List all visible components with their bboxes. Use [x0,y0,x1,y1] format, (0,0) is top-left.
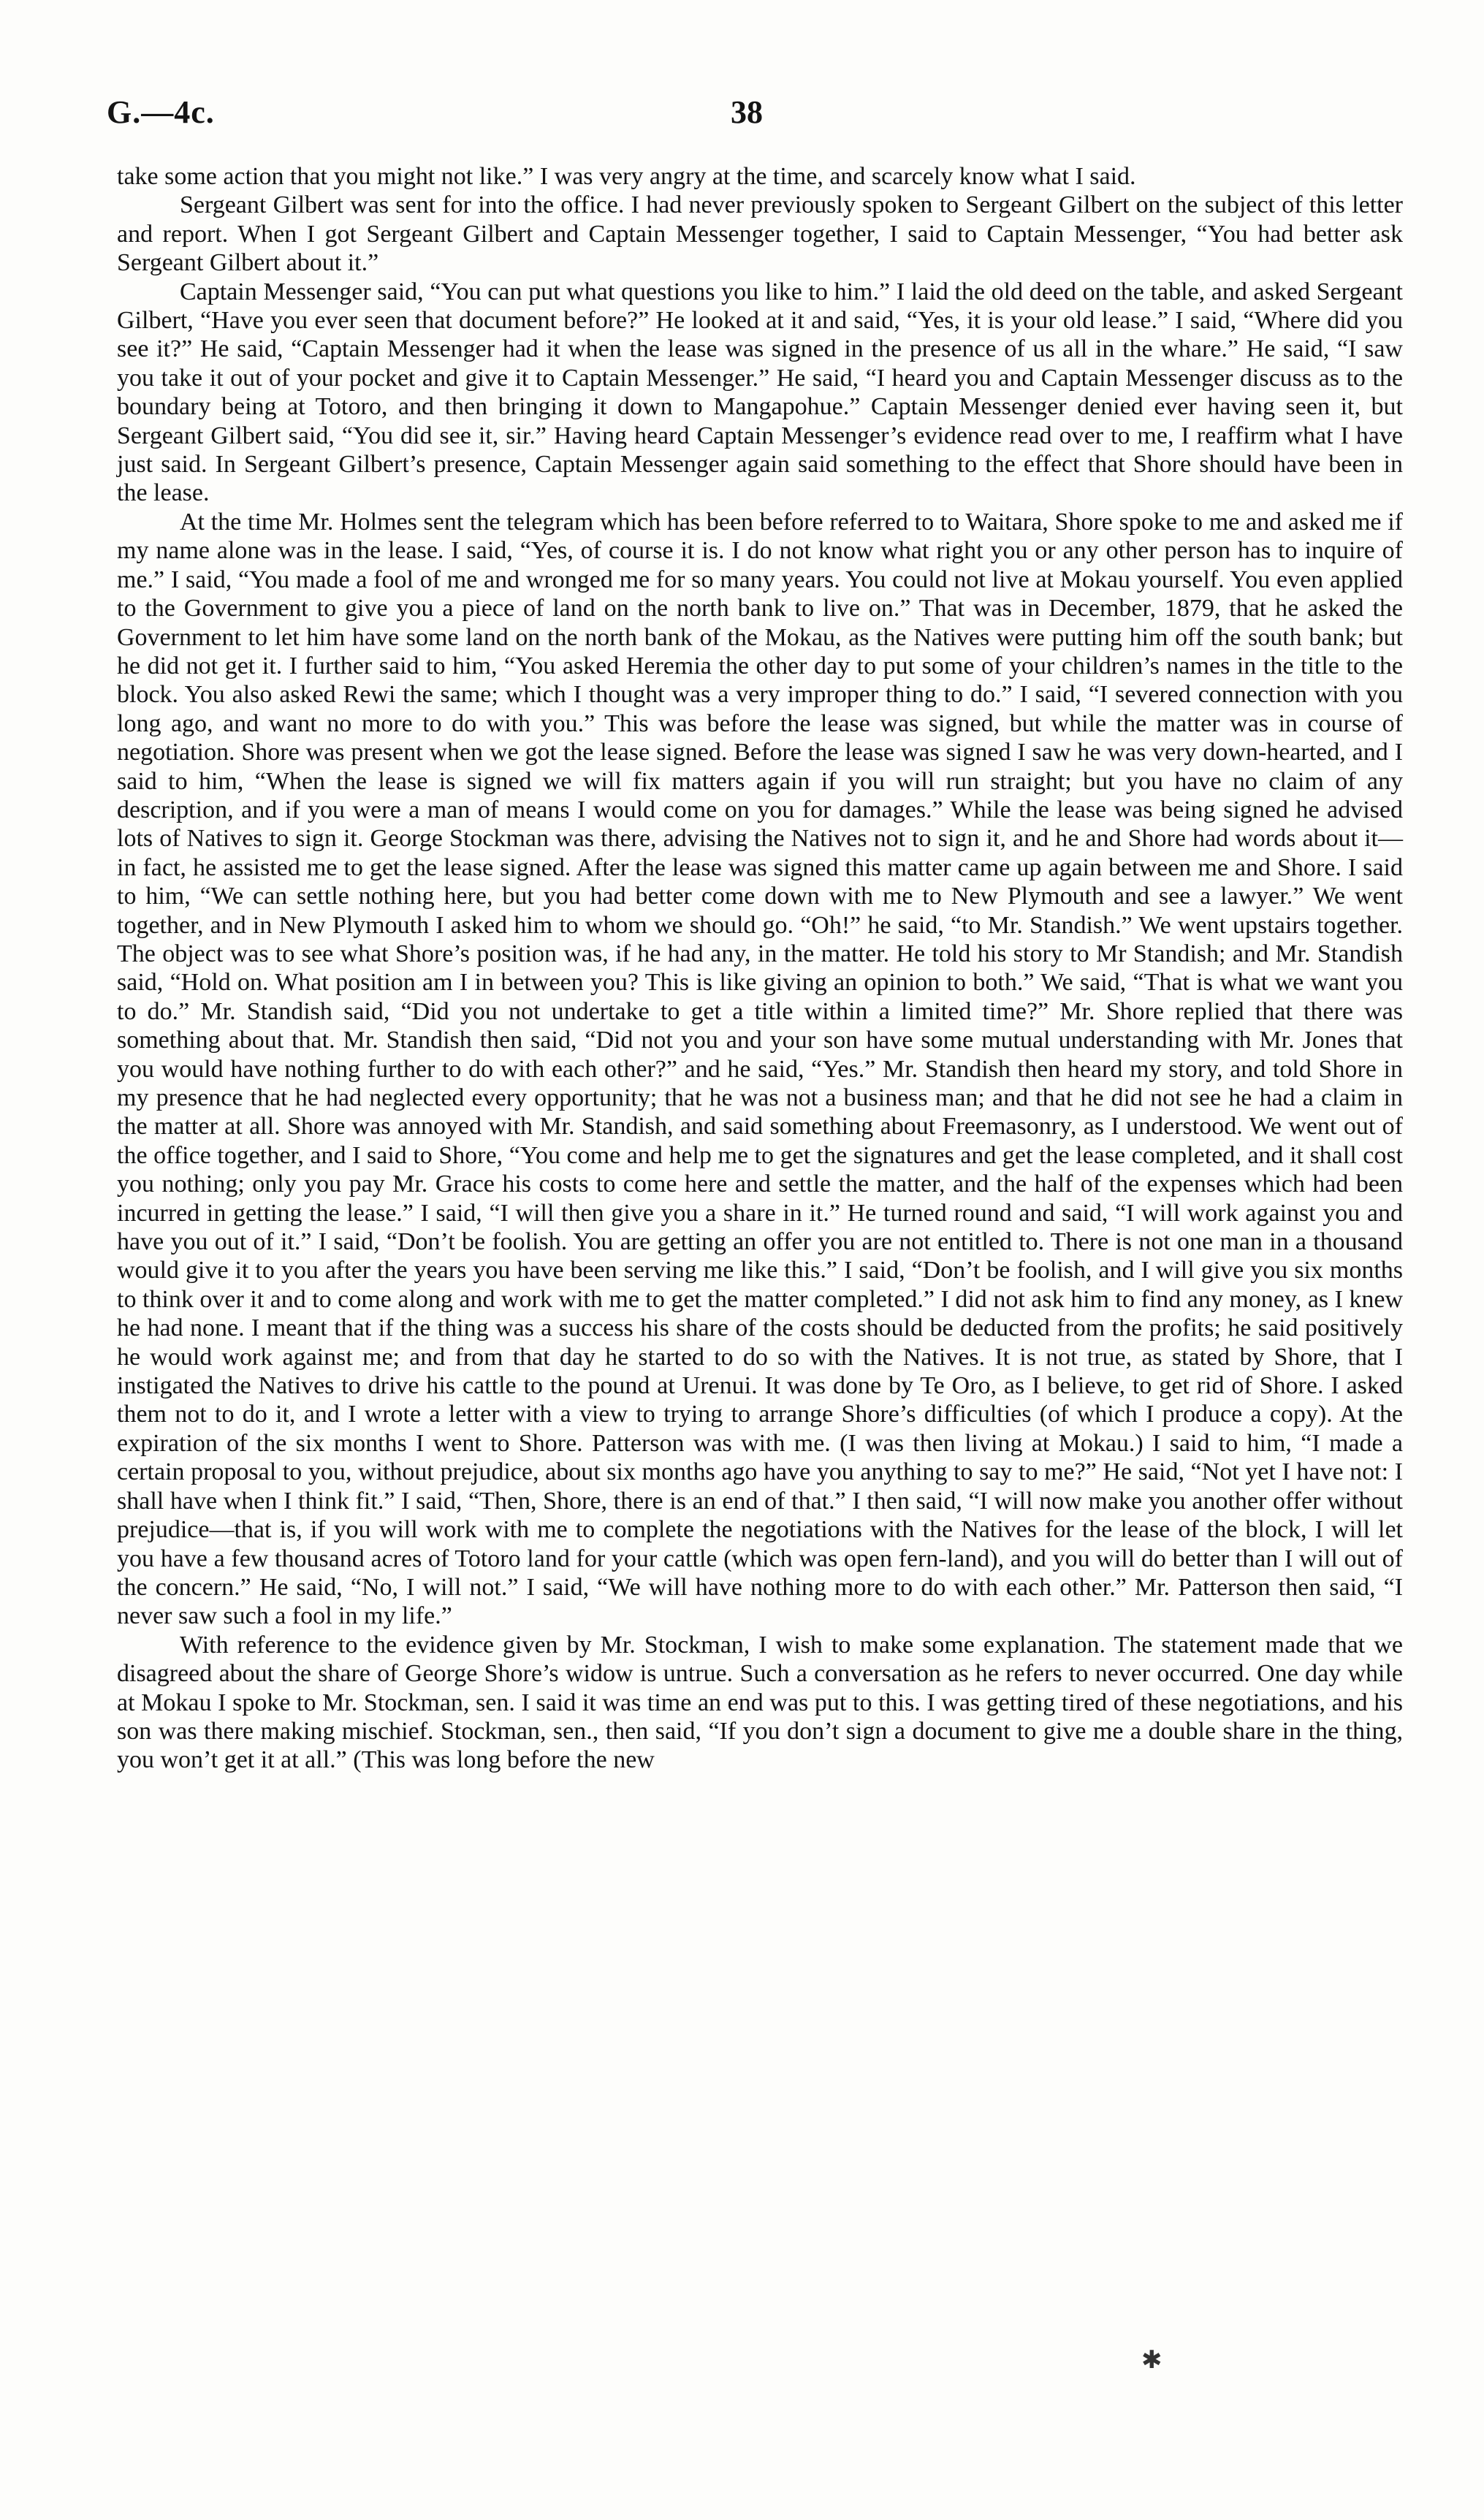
document-code: G.—4c. [107,94,215,130]
page-header [0,94,1484,137]
printer-ornament-icon: ✱ [1141,2347,1163,2374]
paragraph-5: With reference to the evidence given by Mr. Stockman, I wish to make some explanation. The statement made that we disagreed about the share of George Shore’s widow is untrue. Such a conversation as he refers to never occurred. One day while at Mokau I spoke to Mr. Stockman, sen. I said it was time an end was put to this. I was getting tired of these negotiations, and his son was there making mischief. Stockman, sen., then said, “If you don’t sign a document to give me a double share in the thing, you won’t get it at all.” (This was long before the new [117,1631,1403,1774]
page-number: 38 [731,94,763,130]
paragraph-4: At the time Mr. Holmes sent the telegram which has been before referred to to Waitara, Shore spoke to me and asked me if my name alone was in the lease. I said, “Yes, of course it is. I do not know what right you or any other person has to inquire of me.” I said, “You made a fool of me and wronged me for so many years. You could not live at Mokau yourself. You even applied to the Government to give you a piece of land on the north bank to live on.” That was in December, 1879, that he asked the Government to let him have some land on the north bank of the Mokau, as the Natives were putting him off the south bank; but he did not get it. I further said to him, “You asked Heremia the other day to put some of your children’s names in the title to the block. You also asked Rewi the same; which I thought was a very improper thing to do.” I said, “I severed connection with you long ago, and want no more to do with you.” This was before the lease was signed, but while the matter was in course of negotiation. Shore was present when we got the lease signed. Before the lease was signed I saw he was very down-hearted, and I said to him, “When the lease is signed we will fix matters again if you will run straight; but you have no claim of any description, and if you were a man of means I would come on you for damages.” While the lease was being signed he advised lots of Natives to sign it. George Stockman was there, advising the Natives not to sign it, and he and Shore had words about it—in fact, he assisted me to get the lease signed. After the lease was signed this matter came up again between me and Shore. I said to him, “We can settle nothing here, but you had better come down with me to New Plymouth and see a lawyer.” We went together, and in New Plymouth I asked him to whom we should go. “Oh!” he said, “to Mr. Standish.” We went upstairs together. The object was to see what Shore’s position was, if he had any, in the matter. He told his story to Mr Standish; and Mr. Standish said, “Hold on. What position am I in between you? This is like giving an opinion to both.” We said, “That is what we want you to do.” Mr. Standish said, “Did you not undertake to get a title within a limited time?” Mr. Shore replied that there was something about that. Mr. Standish then said, “Did not you and your son have some mutual understanding with Mr. Jones that you would have nothing further to do with each other?” and he said, “Yes.” Mr. Standish then heard my story, and told Shore in my presence that he had neglected every opportunity; that he was not a business man; and that he did not see he had a claim in the matter at all. Shore was annoyed with Mr. Standish, and said something about Freemasonry, as I understood. We went out of the office together, and I said to Shore, “You come and help me to get the signatures and get the lease completed, and it shall cost you nothing; only you pay Mr. Grace his costs to come here and settle the matter, and the half of the expenses which had been incurred in getting the lease.” I said, “I will then give you a share in it.” He turned round and said, “I will work against you and have you out of it.” I said, “Don’t be foolish. You are getting an offer you are not entitled to. There is not one man in a thousand would give it to you after the years you have been serving me like this.” I said, “Don’t be foolish, and I will give you six months to think over it and to come along and work with me to get the matter completed.” I did not ask him to find any money, as I knew he had none. I meant that if the thing was a success his share of the costs should be deducted from the profits; he said positively he would work against me; and from that day he started to do so with the Natives. It is not true, as stated by Shore, that I instigated the Natives to drive his cattle to the pound at Urenui. It was done by Te Oro, as I believe, to get rid of Shore. I asked them not to do it, and I wrote a letter with a view to trying to arrange Shore’s difficulties (of which I produce a copy). At the expiration of the six months I went to Shore. Patterson was with me. (I was then living at Mokau.) I said to him, “I made a certain proposal to you, without prejudice, about six months ago have you anything to say to me?” He said, “Not yet I have not: I shall have when I think fit.” I said, “Then, Shore, there is an end of that.” I then said, “I will now make you another offer without prejudice—that is, if you will work with me to complete the negotiations with the Natives for the lease of the block, I will let you have a few thousand acres of Totoro land for your cattle (which was open fern-land), and you will do better than I will out of the concern.” He said, “No, I will not.” I said, “We will have nothing more to do with each other.” Mr. Patterson then said, “I never saw such a fool in my life.” [117,508,1403,1630]
paragraph-1: take some action that you might not like.” I was very angry at the time, and scarcely know what I said. [117,163,1136,190]
paragraph-2: Sergeant Gilbert was sent for into the office. I had never previously spoken to Sergeant Gilbert on the subject of this letter and report. When I got Sergeant Gilbert and Captain Messenger together, I said to Captain Messenger, “You had better ask Sergeant Gilbert about it.” [117,191,1403,277]
body-text [117,162,1403,1775]
paragraph-3: Captain Messenger said, “You can put what questions you like to him.” I laid the old deed on the table, and asked Sergeant Gilbert, “Have you ever seen that document before?” He looked at it and said, “Yes, it is your old lease.” I said, “Where did you see it?” He said, “Captain Messenger had it when the lease was signed in the presence of us all in the whare.” He said, “I saw you take it out of your pocket and give it to Captain Messenger.” He said, “I heard you and Captain Messenger discuss as to the boundary being at Totoro, and then bringing it down to Mangapohue.” Captain Messenger denied ever having seen it, but Sergeant Gilbert said, “You did see it, sir.” Having heard Captain Messenger’s evidence read over to me, I reaffirm what I have just said. In Sergeant Gilbert’s presence, Captain Messenger again said something to the effect that Shore should have been in the lease. [117,278,1403,507]
